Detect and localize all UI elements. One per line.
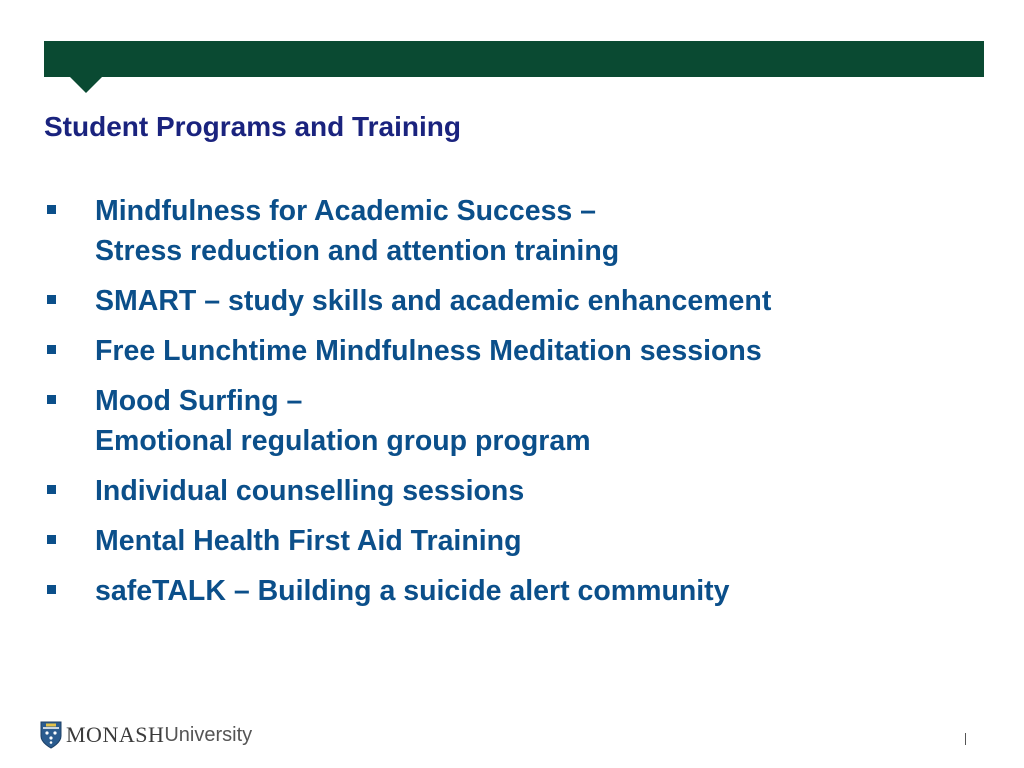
bullet-text: Stress reduction and attention training <box>95 235 620 267</box>
monash-crest-icon <box>40 721 62 749</box>
bullet-text: Mood Surfing – <box>95 385 303 417</box>
bullet-text: SMART – study skills and academic enhancement <box>95 285 772 317</box>
slide-title: Student Programs and Training <box>44 111 461 142</box>
bullet-item <box>0 191 1024 271</box>
bullet-text: safeTALK – Building a suicide alert community <box>95 575 730 607</box>
square-bullet-icon <box>47 345 56 354</box>
bullet-text: Free Lunchtime Mindfulness Meditation sessions <box>95 335 762 367</box>
bullet-item <box>0 381 1024 461</box>
square-bullet-icon <box>47 535 56 544</box>
bullet-item <box>0 331 1024 371</box>
page-number-marker <box>965 733 966 745</box>
bullet-item <box>0 521 1024 561</box>
bullet-list <box>0 191 1024 621</box>
logo-wordmark-secondary: University <box>164 723 253 746</box>
square-bullet-icon <box>47 395 56 404</box>
bullet-item <box>0 281 1024 321</box>
bullet-item <box>0 471 1024 511</box>
square-bullet-icon <box>47 585 56 594</box>
bullet-text: Mindfulness for Academic Success – <box>95 195 597 227</box>
header-bar <box>44 41 984 77</box>
bullet-text: Mental Health First Aid Training <box>95 525 522 557</box>
square-bullet-icon <box>47 485 56 494</box>
square-bullet-icon <box>47 205 56 214</box>
bullet-item <box>0 571 1024 611</box>
monash-logo <box>40 721 252 749</box>
bullet-text: Individual counselling sessions <box>95 475 525 507</box>
logo-wordmark-primary: MONASH <box>66 722 165 747</box>
bullet-text: Emotional regulation group program <box>95 425 591 457</box>
header-bar-notch <box>70 77 102 93</box>
square-bullet-icon <box>47 295 56 304</box>
